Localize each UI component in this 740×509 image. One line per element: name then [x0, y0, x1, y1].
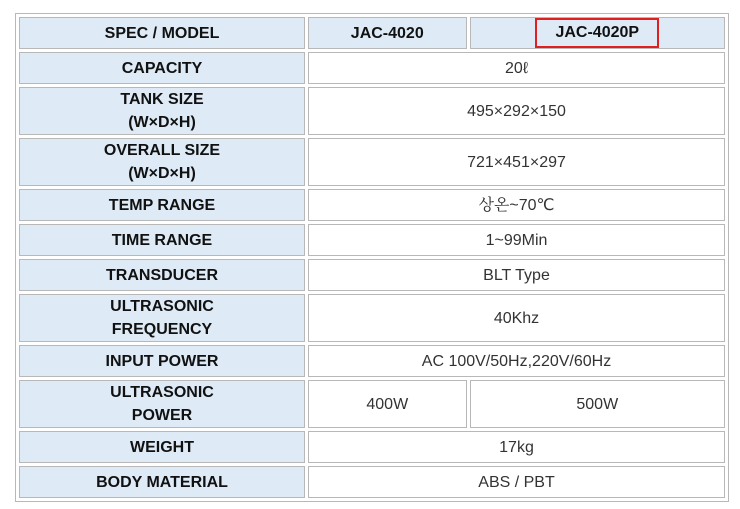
row-label-temp-range: TEMP RANGE: [19, 189, 305, 221]
table-row: [19, 224, 725, 256]
row-value-ultrasonic-frequency: 40Khz: [308, 294, 725, 342]
row-value-overall-size: 721×451×297: [308, 138, 725, 186]
row-label-ultrasonic-frequency: ULTRASONIC FREQUENCY: [19, 294, 305, 342]
row-label-overall-size: OVERALL SIZE (W×D×H): [19, 138, 305, 186]
row-value-tank-size: 495×292×150: [308, 87, 725, 135]
row-label-weight: WEIGHT: [19, 431, 305, 463]
row-value-input-power: AC 100V/50Hz,220V/60Hz: [308, 345, 725, 377]
row-value-weight: 17kg: [308, 431, 725, 463]
header-model-jac-4020p-cell: [470, 17, 725, 49]
row-label-ultrasonic-power: ULTRASONIC POWER: [19, 380, 305, 428]
row-label-tank-size: TANK SIZE (W×D×H): [19, 87, 305, 135]
row-value-ultrasonic-power-jac-4020: 400W: [308, 380, 467, 428]
row-label-time-range: TIME RANGE: [19, 224, 305, 256]
table-row: [19, 380, 725, 428]
row-label-transducer: TRANSDUCER: [19, 259, 305, 291]
row-value-capacity: 20ℓ: [308, 52, 725, 84]
row-value-ultrasonic-power-jac-4020p: 500W: [470, 380, 725, 428]
row-value-time-range: 1~99Min: [308, 224, 725, 256]
row-value-transducer: BLT Type: [308, 259, 725, 291]
table-row: [19, 466, 725, 498]
row-value-temp-range: 상온~70℃: [308, 189, 725, 221]
row-label-capacity: CAPACITY: [19, 52, 305, 84]
table-row: [19, 431, 725, 463]
table-row: [19, 189, 725, 221]
header-row: [19, 17, 725, 49]
table-row: [19, 259, 725, 291]
table-row: [19, 345, 725, 377]
header-spec-model: SPEC / MODEL: [19, 17, 305, 49]
table-row: [19, 52, 725, 84]
spec-table: [15, 13, 729, 502]
table-row: [19, 294, 725, 342]
table-row: [19, 87, 725, 135]
row-label-input-power: INPUT POWER: [19, 345, 305, 377]
table-row: [19, 138, 725, 186]
row-value-body-material: ABS / PBT: [308, 466, 725, 498]
row-label-body-material: BODY MATERIAL: [19, 466, 305, 498]
header-model-jac-4020p: JAC-4020P: [535, 18, 659, 48]
header-model-jac-4020: JAC-4020: [308, 17, 467, 49]
